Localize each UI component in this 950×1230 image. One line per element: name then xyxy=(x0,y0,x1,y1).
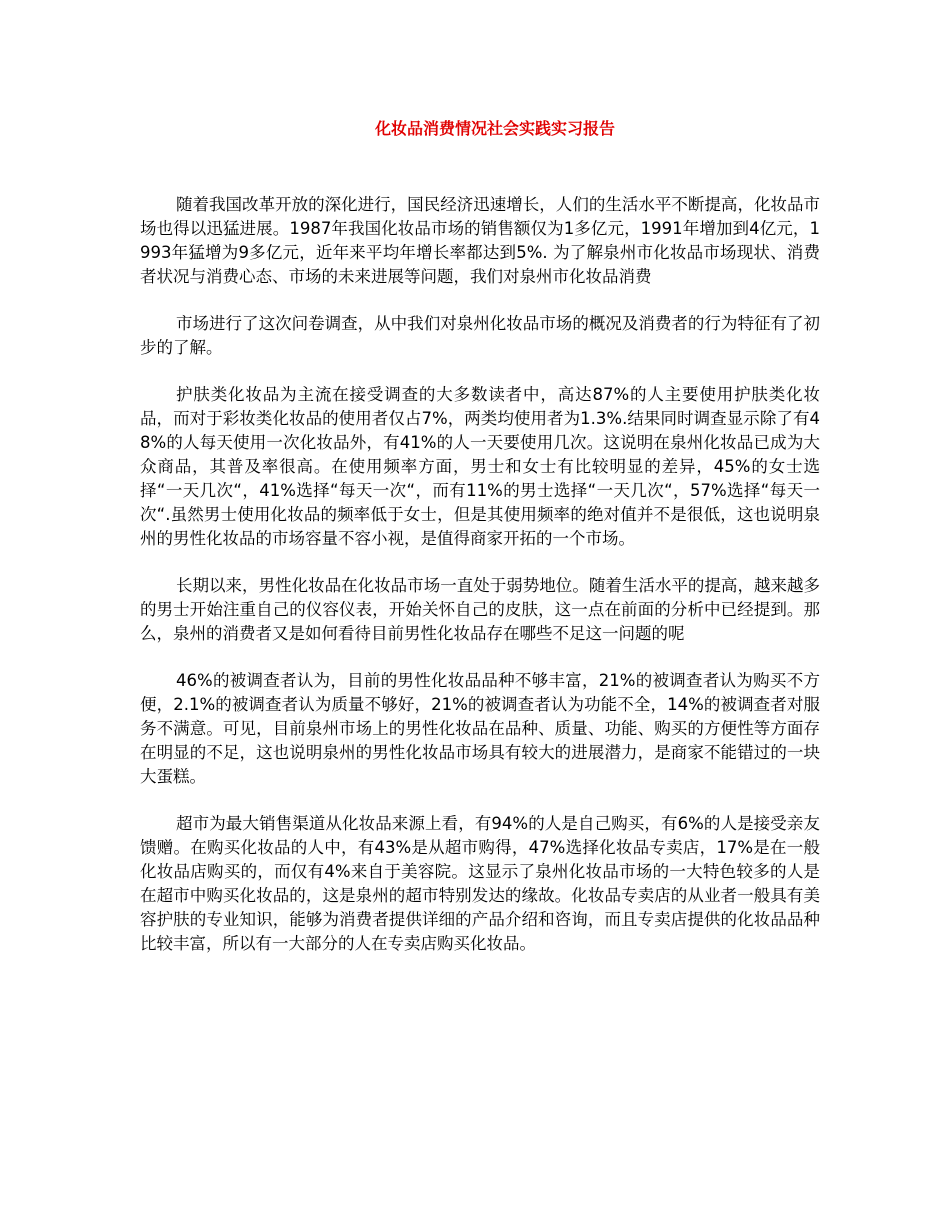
paragraph-5: 46%的被调查者认为，目前的男性化妆品品种不够丰富，21%的被调查者认为购买不方便，2.1%的被调查者认为质量不够好，21%的被调查者认为功能不全，14%的被调查者对服务不满意。可见，目前泉州市场上的男性化妆品在品种、质量、功能、购买的方便性等方面存在明显的不足，这也说明泉州的男性化妆品市场具有较大的进展潜力，是商家不能错过的一块大蛋糕。 xyxy=(140,671,820,786)
paragraph-6: 超市为最大销售渠道从化妆品来源上看，有94%的人是自己购买，有6%的人是接受亲友馈赠。在购买化妆品的人中，有43%是从超市购得，47%选择化妆品专卖店，17%是在一般化妆品店购买的，而仅有4%来自于美容院。这显示了泉州化妆品市场的一大特色较多的人是在超市中购买化妆品的，这是泉州的超市特别发达的缘故。化妆品专卖店的从业者一般具有美容护肤的专业知识，能够为消费者提供详细的产品介绍和咨询，而且专卖店提供的化妆品品种比较丰富，所以有一大部分的人在专卖店购买化妆品。 xyxy=(140,814,820,953)
document-title: 化妆品消费情况社会实践实习报告 xyxy=(374,119,615,138)
paragraph-3: 护肤类化妆品为主流在接受调查的大多数读者中，高达87%的人主要使用护肤类化妆品，而对于彩妆类化妆品的使用者仅占7%，两类均使用者为1.3%.结果同时调查显示除了有48%的人每天使用一次化妆品外，有41%的人一天要使用几次。这说明在泉州化妆品已成为大众商品，其普及率很高。在使用频率方面，男士和女士有比较明显的差异，45%的女士选择“一天几次“，41%选择“每天一次“，而有11%的男士选择“一天几次“，57%选择“每天一次“.虽然男士使用化妆品的频率低于女士，但是其使用频率的绝对值并不是很低，这也说明泉州的男性化妆品的市场容量不容小视，是值得商家开拓的一个市场。 xyxy=(140,385,820,548)
paragraph-1: 随着我国改革开放的深化进行，国民经济迅速增长，人们的生活水平不断提高，化妆品市场也得以迅猛进展。1987年我国化妆品市场的销售额仅为1多亿元，1991年增加到4亿元，1993年猛增为9多亿元，近年来平均年增长率都达到5%. 为了解泉州市化妆品市场现状、消费者状况与消费心态、市场的未来进展等问题，我们对泉州市化妆品消费 xyxy=(140,195,820,286)
paragraph-4: 长期以来，男性化妆品在化妆品市场一直处于弱势地位。随着生活水平的提高，越来越多的男士开始注重自己的仪容仪表，开始关怀自己的皮肤，这一点在前面的分析中已经提到。那么，泉州的消费者又是如何看待目前男性化妆品存在哪些不足这一问题的呢 xyxy=(140,576,820,643)
document-body xyxy=(140,193,820,979)
paragraph-2: 市场进行了这次问卷调查，从中我们对泉州化妆品市场的概况及消费者的行为特征有了初步的了解。 xyxy=(140,314,820,357)
